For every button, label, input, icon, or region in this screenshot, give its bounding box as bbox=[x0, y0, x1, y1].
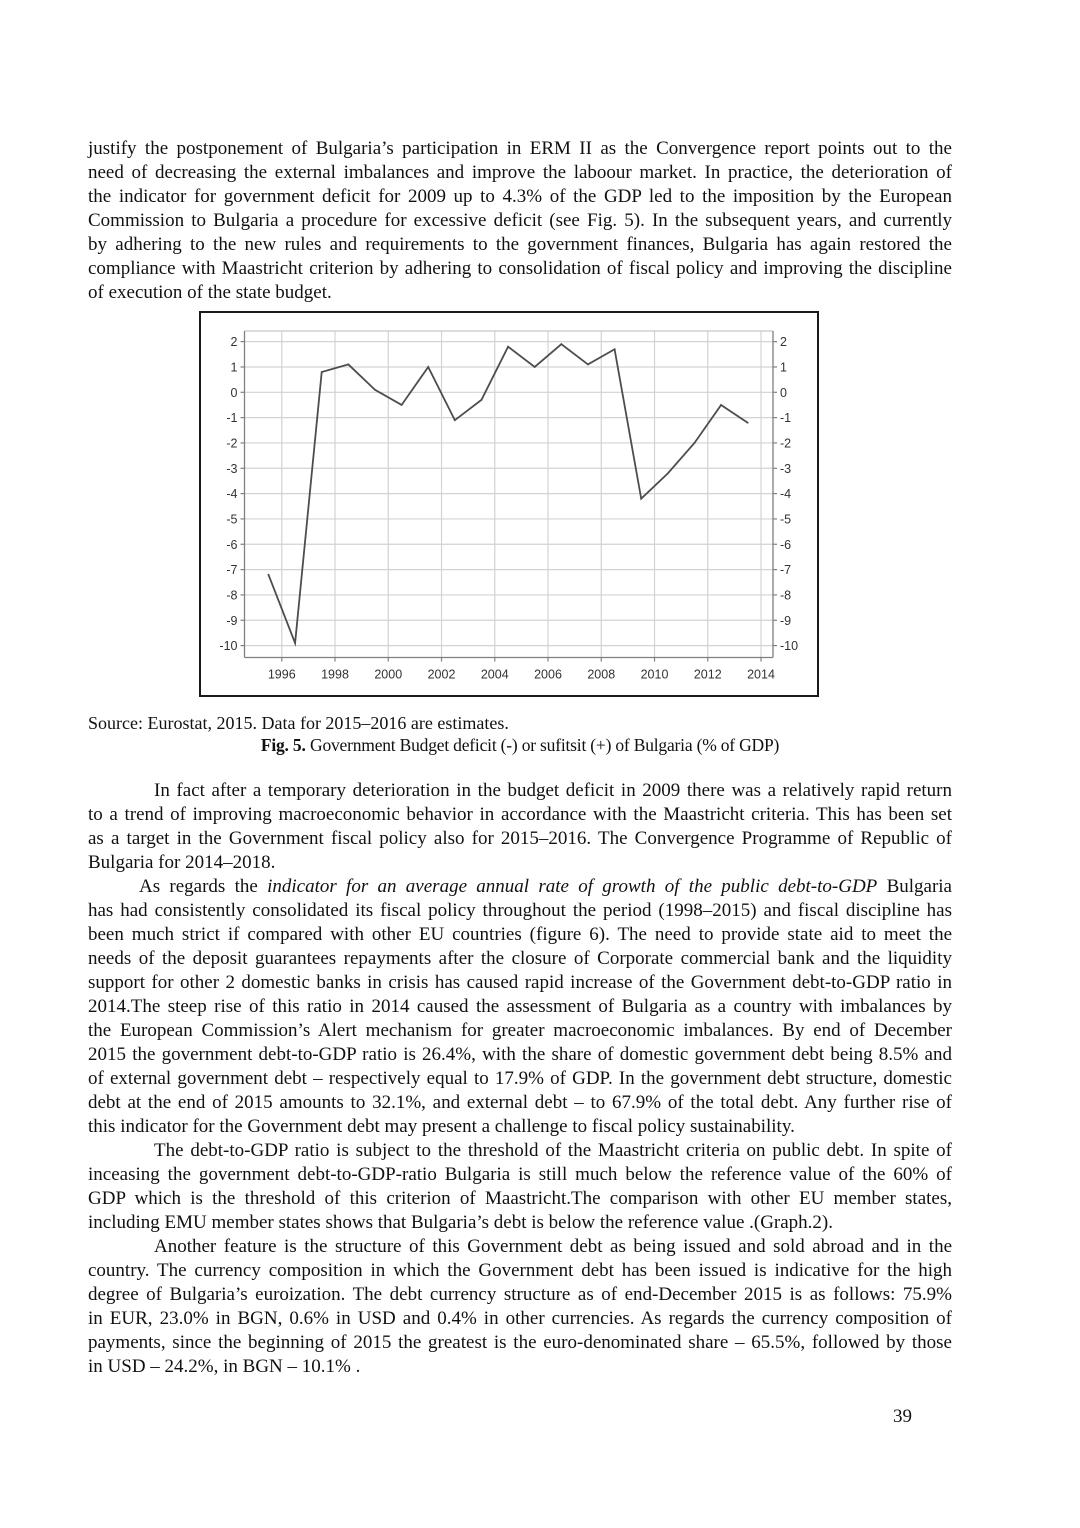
y-tick-label-right: -3 bbox=[780, 461, 792, 476]
text-line bbox=[88, 185, 952, 209]
data-point bbox=[614, 348, 616, 350]
data-point bbox=[347, 364, 349, 366]
y-tick-label-right: 0 bbox=[780, 385, 787, 400]
text-segment: Commission to Bulgaria a procedure for excessive deficit (see Fig. 5). In the subsequent years, and currently bbox=[88, 210, 952, 231]
text-line bbox=[88, 827, 952, 851]
text-segment: to a trend of improving macroeconomic behavior in accordance with the Maastricht criteria. This has been set bbox=[88, 804, 952, 825]
data-point bbox=[667, 472, 669, 474]
text-line bbox=[88, 1187, 952, 1211]
text-line bbox=[88, 161, 952, 185]
y-tick-label-left: -5 bbox=[226, 512, 238, 527]
text-segment: as a target in the Government fiscal policy also for 2015–2016. The Convergence Programme of Republic of bbox=[88, 828, 952, 849]
figure-caption-text: Government Budget deficit (-) or sufitsit (+) of Bulgaria (% of GDP) bbox=[310, 735, 780, 755]
text-segment: of external government debt – respectively equal to 17.9% of GDP. In the government debt structure, domestic bbox=[88, 1068, 952, 1089]
x-tick-label: 2002 bbox=[427, 667, 456, 682]
y-tick-label-left: -9 bbox=[226, 613, 238, 628]
y-tick-label-right: -1 bbox=[780, 411, 792, 426]
y-tick-label-left: -7 bbox=[226, 563, 238, 578]
page-number: 39 bbox=[893, 1406, 912, 1427]
y-tick-label-left: -6 bbox=[226, 537, 238, 552]
y-tick-label-left: -4 bbox=[226, 487, 238, 502]
x-tick-label: 2006 bbox=[534, 667, 562, 682]
text-line bbox=[88, 209, 952, 233]
text-line bbox=[88, 1259, 952, 1283]
y-tick-label-right: 1 bbox=[780, 360, 787, 375]
figure-caption-label: Fig. 5. bbox=[260, 735, 306, 755]
data-point bbox=[268, 574, 270, 576]
y-tick-label-left: -10 bbox=[219, 639, 238, 654]
text-segment: In fact after a temporary deterioration in the budget deficit in 2009 there was a relatively rapid return bbox=[154, 780, 952, 801]
data-point bbox=[374, 389, 376, 391]
text-line bbox=[88, 257, 952, 281]
x-tick-label: 2004 bbox=[480, 667, 509, 682]
text-segment: compliance with Maastricht criterion by adhering to consolidation of fiscal policy and improving the discipline bbox=[88, 258, 952, 279]
y-tick-label-left: 1 bbox=[230, 360, 238, 375]
data-point bbox=[401, 404, 403, 406]
figure-caption bbox=[88, 734, 952, 756]
y-tick-label-left: 0 bbox=[230, 385, 238, 400]
figure-source-note: Source: Eurostat, 2015. Data for 2015–2016 are estimates. bbox=[88, 713, 509, 733]
x-tick-label: 1996 bbox=[267, 667, 296, 682]
text-line bbox=[88, 803, 952, 827]
y-tick-label-right: -9 bbox=[780, 613, 792, 628]
text-segment: Another feature is the structure of this Government debt as being issued and sold abroad and in the bbox=[154, 1236, 952, 1257]
text-line bbox=[88, 1163, 952, 1187]
text-line bbox=[88, 1139, 952, 1163]
text-segment: inceasing the government debt-to-GDP-ratio Bulgaria is still much below the reference value of the 60% of bbox=[88, 1164, 952, 1185]
text-line bbox=[88, 875, 952, 899]
text-segment: justify the postponement of Bulgaria’s participation in ERM II as the Convergence report points out to the bbox=[88, 138, 952, 159]
text-line bbox=[88, 1211, 952, 1235]
text-segment: this indicator for the Government debt may present a challenge to fiscal policy sustainability. bbox=[88, 1116, 795, 1137]
text-segment: GDP which is the threshold of this criterion of Maastricht.The comparison with other EU member states, bbox=[88, 1188, 952, 1209]
y-tick-label-right: -8 bbox=[780, 588, 792, 603]
text-line bbox=[88, 1067, 952, 1091]
data-point bbox=[507, 346, 509, 348]
text-line bbox=[88, 1043, 952, 1067]
text-segment: by adhering to the new rules and requirements to the government finances, Bulgaria has again restored the bbox=[88, 234, 952, 255]
text-line bbox=[88, 1331, 952, 1355]
text-line bbox=[88, 137, 952, 161]
data-point bbox=[587, 364, 589, 366]
data-point bbox=[454, 419, 456, 421]
text-segment: the European Commission’s Alert mechanism for greater macroeconomic imbalances. By end of December bbox=[88, 1020, 952, 1041]
text-line bbox=[88, 995, 952, 1019]
text-line bbox=[88, 1355, 952, 1379]
body-paragraph bbox=[88, 1235, 952, 1379]
data-point bbox=[427, 366, 429, 368]
text-segment: in EUR, 23.0% in BGN, 0.6% in USD and 0.4% in other currencies. As regards the currency composition of bbox=[88, 1308, 952, 1329]
text-line bbox=[88, 851, 952, 875]
text-line bbox=[88, 923, 952, 947]
text-segment: 2014.The steep rise of this ratio in 2014 caused the assessment of Bulgaria as a country with imbalances by bbox=[88, 996, 952, 1017]
y-tick-label-right: -5 bbox=[780, 512, 792, 527]
text-segment: Bulgaria bbox=[877, 876, 952, 897]
text-line bbox=[88, 1019, 952, 1043]
text-segment: needs of the deposit guarantees repayments after the closure of Corporate commercial bank and the liquidity bbox=[88, 948, 952, 969]
y-tick-label-left: 2 bbox=[230, 335, 238, 350]
y-tick-label-right: -4 bbox=[780, 487, 792, 502]
y-tick-label-left: -2 bbox=[226, 436, 238, 451]
text-segment: degree of Bulgaria’s euroization. The debt currency structure as of end-December 2015 is as follows: 75.9% bbox=[88, 1284, 952, 1305]
data-point bbox=[560, 343, 562, 345]
chart-svg bbox=[199, 311, 819, 697]
text-segment: need of decreasing the external imbalances and improve the laboour market. In practice, the deterioration of bbox=[88, 162, 952, 183]
text-segment: Bulgaria for 2014–2018. bbox=[88, 852, 276, 873]
text-line bbox=[88, 1115, 952, 1139]
text-line bbox=[88, 1091, 952, 1115]
x-tick-label: 2008 bbox=[587, 667, 616, 682]
body-paragraph bbox=[88, 1139, 952, 1235]
text-line bbox=[88, 899, 952, 923]
text-line bbox=[88, 947, 952, 971]
y-tick-label-right: 2 bbox=[780, 335, 787, 350]
x-tick-label: 2014 bbox=[747, 667, 775, 682]
text-line bbox=[88, 1307, 952, 1331]
y-tick-label-left: -8 bbox=[226, 588, 238, 603]
text-line bbox=[88, 1283, 952, 1307]
text-segment: has had consistently consolidated its fiscal policy throughout the period (1998–2015) and fiscal discipline has bbox=[88, 900, 952, 921]
x-tick-label: 2000 bbox=[374, 667, 403, 682]
data-point bbox=[481, 399, 483, 401]
data-point bbox=[640, 498, 642, 500]
text-segment: including EMU member states shows that Bulgaria’s debt is below the reference value .(Graph.2). bbox=[88, 1212, 834, 1233]
data-point bbox=[294, 642, 296, 644]
text-line bbox=[88, 1235, 952, 1259]
text-segment: the indicator for government deficit for 2009 up to 4.3% of the GDP led to the imposition by the European bbox=[88, 186, 952, 207]
y-tick-label-right: -2 bbox=[780, 436, 792, 451]
body-paragraph bbox=[88, 875, 952, 1139]
text-segment: country. The currency composition in which the Government debt has been issued is indicative for the high bbox=[88, 1260, 952, 1281]
y-tick-label-left: -1 bbox=[226, 411, 238, 426]
data-point bbox=[720, 404, 722, 406]
data-point bbox=[747, 422, 749, 424]
y-tick-label-right: -10 bbox=[780, 639, 799, 654]
figure-5-chart bbox=[199, 311, 819, 697]
text-segment: in USD – 24.2%, in BGN – 10.1% . bbox=[88, 1356, 361, 1377]
data-point bbox=[694, 442, 696, 444]
text-line bbox=[88, 233, 952, 257]
text-segment: 2015 the government debt-to-GDP ratio is 26.4%, with the share of domestic government debt being 8.5% and bbox=[88, 1044, 952, 1065]
data-point bbox=[321, 371, 323, 373]
emphasized-text: indicator for an average annual rate of growth of the public debt-to-GDP bbox=[267, 876, 878, 897]
y-tick-label-left: -3 bbox=[226, 461, 238, 476]
text-line bbox=[88, 779, 952, 803]
data-point bbox=[534, 366, 536, 368]
y-tick-label-right: -7 bbox=[780, 563, 792, 578]
text-segment: payments, since the beginning of 2015 the greatest is the euro-denominated share – 65.5%, followed by those bbox=[88, 1332, 952, 1353]
text-segment: been much strict if compared with other EU countries (figure 6). The need to provide state aid to meet the bbox=[88, 924, 952, 945]
x-tick-label: 1998 bbox=[321, 667, 349, 682]
body-paragraph bbox=[88, 779, 952, 875]
text-segment: of execution of the state budget. bbox=[88, 282, 332, 303]
text-segment: debt at the end of 2015 amounts to 32.1%, and external debt – to 67.9% of the total debt. Any further rise of bbox=[88, 1092, 952, 1113]
x-tick-label: 2012 bbox=[693, 667, 722, 682]
intro-paragraph bbox=[88, 137, 952, 305]
x-tick-label: 2010 bbox=[640, 667, 669, 682]
text-line bbox=[88, 281, 952, 305]
y-tick-label-right: -6 bbox=[780, 537, 792, 552]
text-line bbox=[88, 971, 952, 995]
text-segment: The debt-to-GDP ratio is subject to the threshold of the Maastricht criteria on public debt. In spite of bbox=[154, 1140, 952, 1161]
text-segment: support for other 2 domestic banks in crisis has caused rapid increase of the Government debt-to-GDP ratio in bbox=[88, 972, 952, 993]
text-segment: As regards the bbox=[139, 876, 268, 897]
body-paragraphs bbox=[88, 779, 952, 1379]
